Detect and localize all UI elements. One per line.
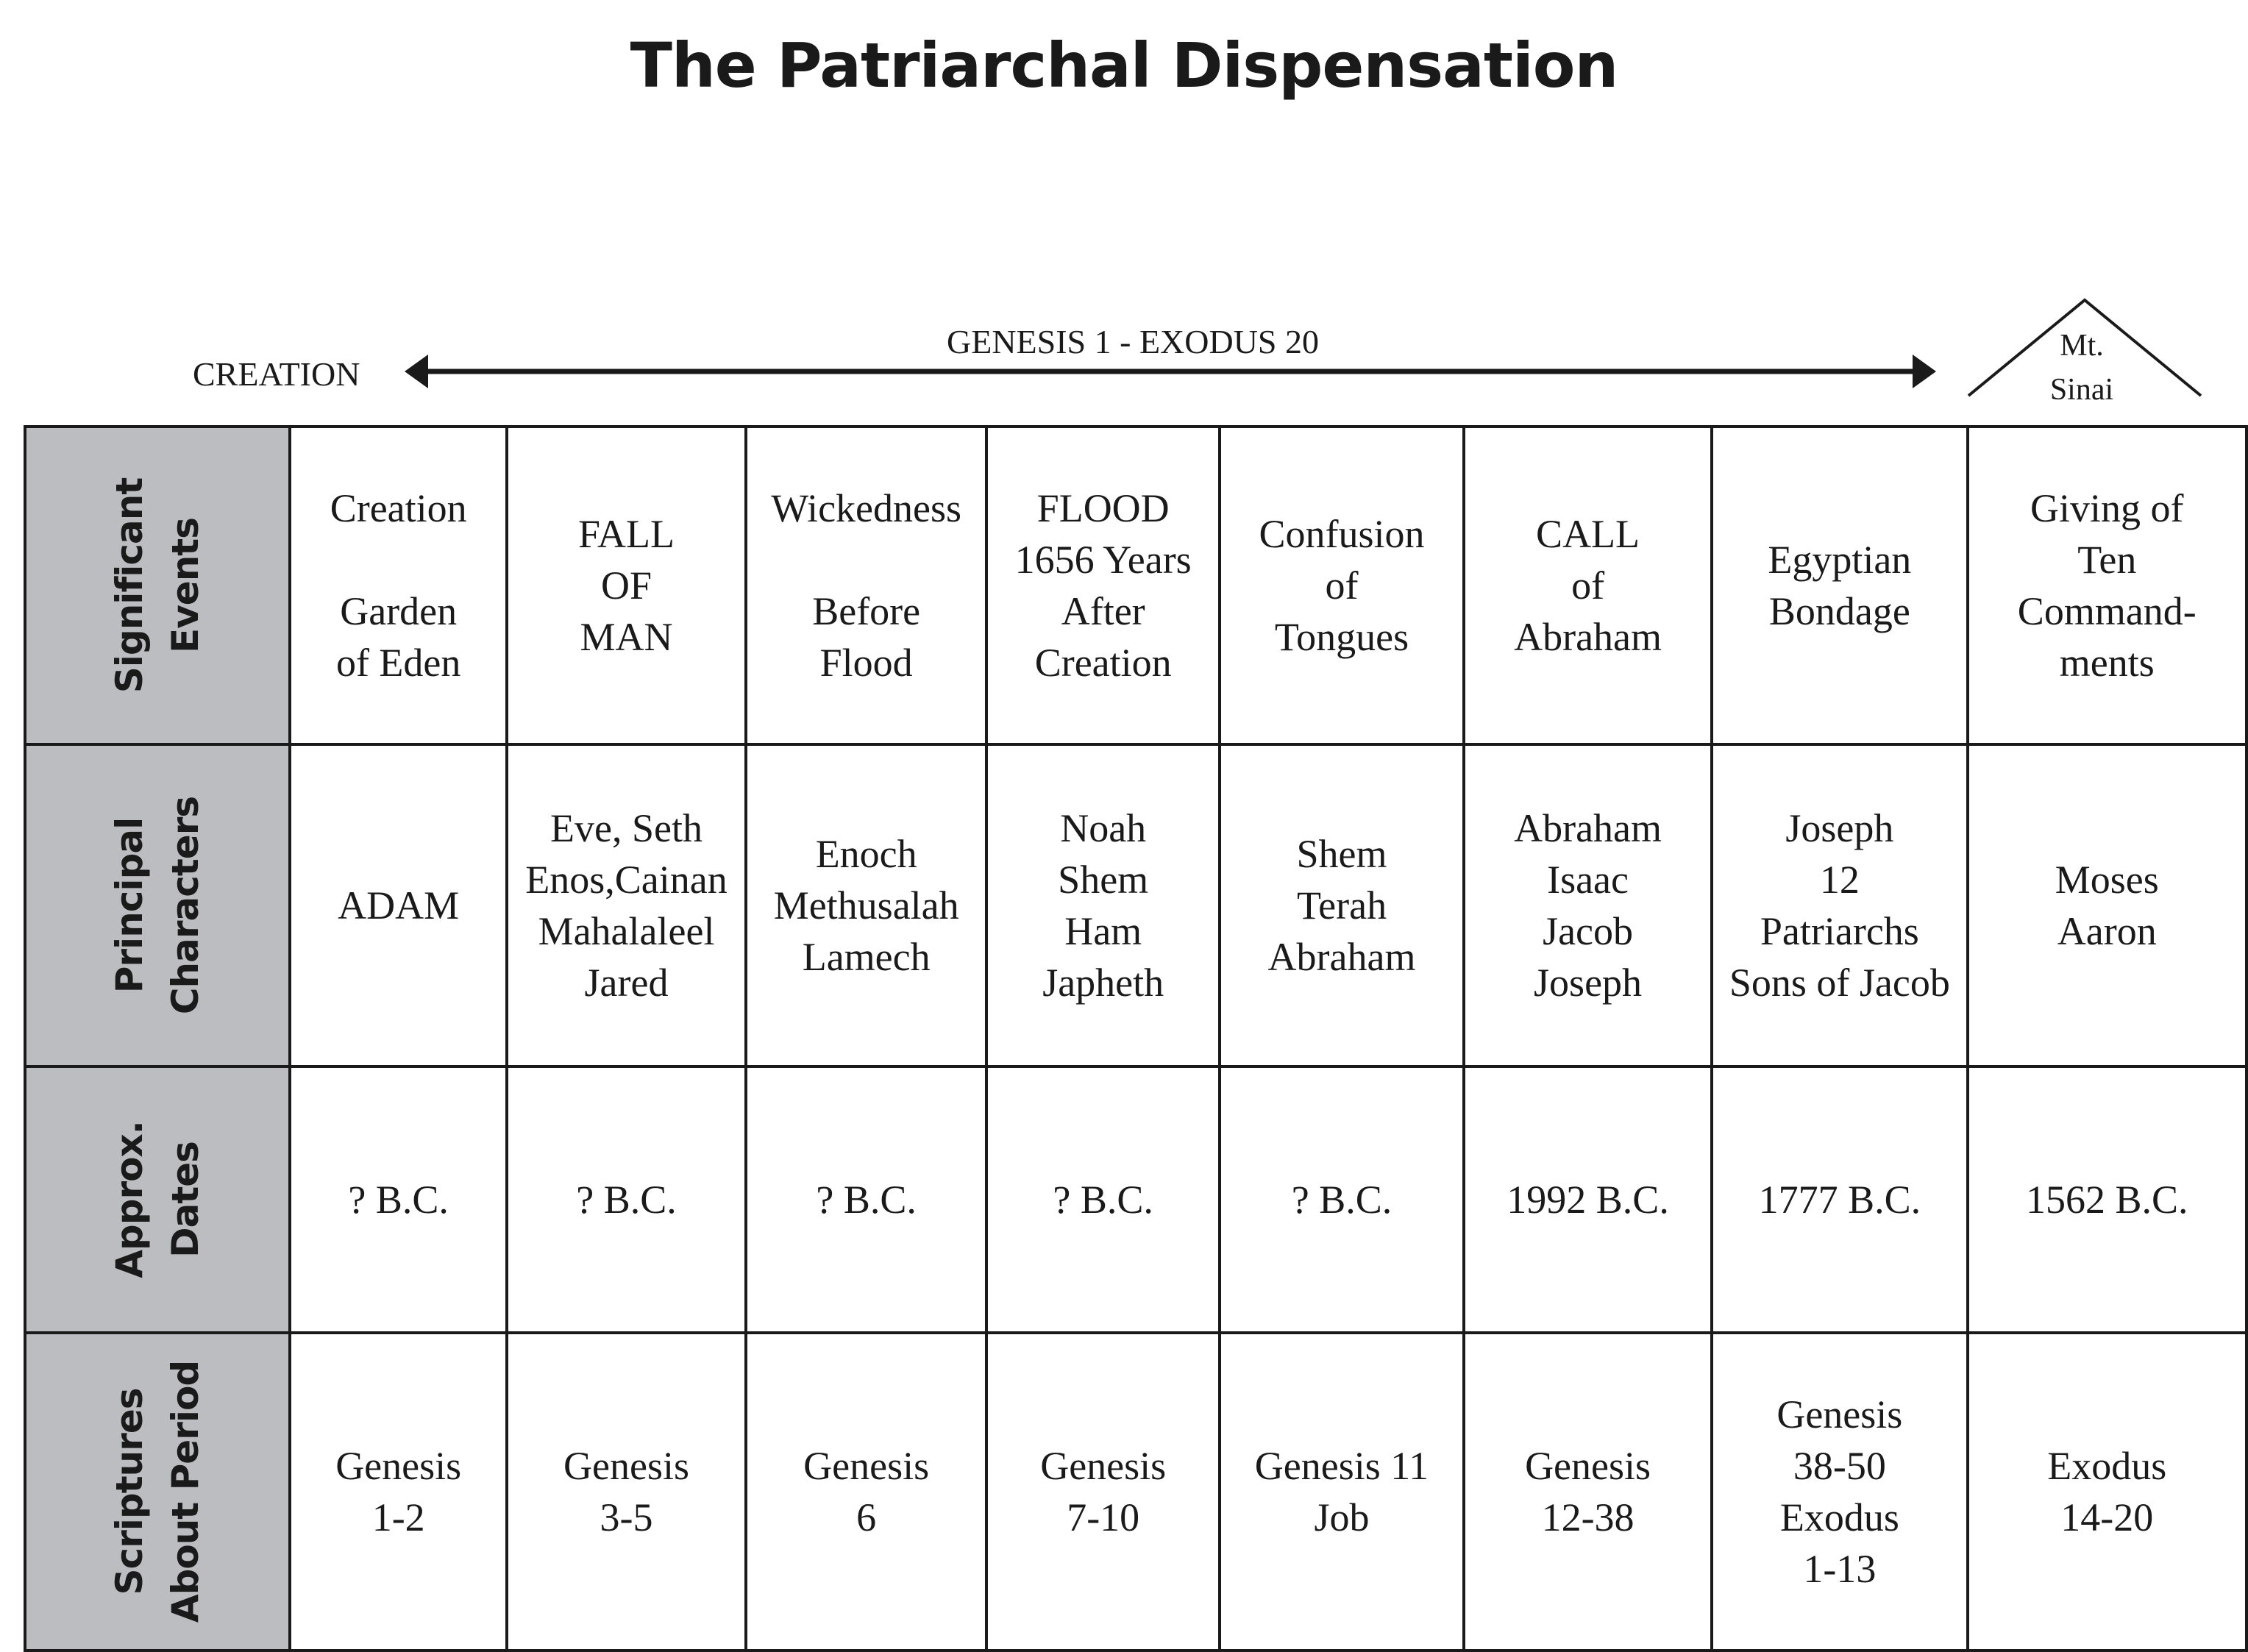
cell-text: Abraham	[1267, 935, 1416, 979]
row-header-scriptures	[25, 1333, 290, 1651]
cell-text: Before	[812, 589, 921, 633]
cell-text: 14-20	[2060, 1495, 2154, 1539]
cell-text: OF	[601, 563, 652, 608]
cell-text: 1-13	[1803, 1547, 1877, 1591]
cell-text: Genesis	[803, 1444, 930, 1488]
table-cell	[1464, 744, 1712, 1067]
cell-text: Ten	[2077, 538, 2137, 582]
table-cell	[1968, 1067, 2247, 1333]
row-header-line: Events	[164, 518, 207, 653]
table-cell	[986, 427, 1220, 744]
cell-text: 3-5	[600, 1495, 653, 1539]
table-cell	[507, 427, 746, 744]
cell-text: Genesis	[1040, 1444, 1167, 1488]
cell-text: Japheth	[1042, 961, 1164, 1005]
row-header-significant-events	[25, 427, 290, 744]
cell-text: Tongues	[1274, 615, 1409, 659]
table-cell	[1464, 427, 1712, 744]
cell-text: Jared	[584, 961, 669, 1005]
cell-text: Mahalaleel	[538, 909, 715, 953]
table-cell	[290, 427, 507, 744]
table-cell	[1464, 1067, 1712, 1333]
table-cell	[746, 427, 986, 744]
cell-text: CALL	[1536, 512, 1640, 556]
cell-text: Genesis	[563, 1444, 689, 1488]
arrow-left-head	[405, 355, 428, 388]
cell-text: After	[1061, 589, 1145, 633]
cell-text: Sons of Jacob	[1729, 961, 1950, 1005]
table-cell	[1968, 427, 2247, 744]
row-header-principal-characters	[25, 744, 290, 1067]
cell-text: ? B.C.	[348, 1178, 449, 1222]
cell-text: Isaac	[1547, 858, 1629, 902]
cell-text: Enos,Cainan	[525, 858, 728, 902]
table-cell	[1464, 1333, 1712, 1651]
table-cell	[507, 744, 746, 1067]
table-cell	[290, 1067, 507, 1333]
cell-text: Lamech	[802, 935, 931, 979]
cell-text: Creation	[330, 486, 467, 530]
cell-text: Flood	[819, 641, 913, 685]
cell-text: of	[1325, 563, 1359, 608]
timeline-arrow	[405, 355, 1936, 388]
cell-text: Joseph	[1785, 806, 1894, 850]
row-header-line: Dates	[164, 1142, 207, 1258]
cell-text: Terah	[1296, 883, 1387, 928]
cell-text: Egyptian	[1768, 538, 1912, 582]
table-row-scriptures	[25, 1333, 2247, 1651]
cell-text: Genesis	[1776, 1392, 1903, 1436]
cell-text: 1777 B.C.	[1758, 1178, 1921, 1222]
table-cell	[746, 1067, 986, 1333]
cell-text: Bondage	[1768, 589, 1910, 633]
row-header-line: Scriptures	[108, 1388, 152, 1595]
timeline-start-label: CREATION	[193, 355, 360, 393]
cell-text: ments	[2059, 641, 2155, 685]
cell-text: Creation	[1034, 641, 1172, 685]
table-cell	[1712, 1067, 1968, 1333]
cell-text: 6	[856, 1495, 877, 1539]
cell-text: FALL	[578, 512, 675, 556]
cell-text: ? B.C.	[1291, 1178, 1392, 1222]
table-cell	[290, 1333, 507, 1651]
row-header-approx-dates	[25, 1067, 290, 1333]
table-row-principal-characters	[25, 744, 2247, 1067]
row-header-line: Approx.	[108, 1121, 152, 1278]
cell-text: ? B.C.	[1053, 1178, 1153, 1222]
cell-text: Patriarchs	[1760, 909, 1919, 953]
table-cell	[507, 1333, 746, 1651]
cell-text: of Eden	[335, 641, 461, 685]
cell-text: 38-50	[1793, 1444, 1886, 1488]
cell-text: Abraham	[1514, 806, 1662, 850]
cell-text: of	[1571, 563, 1605, 608]
cell-text: 12-38	[1541, 1495, 1635, 1539]
cell-text: ? B.C.	[816, 1178, 917, 1222]
table-cell	[986, 1333, 1220, 1651]
cell-text: 1656 Years	[1014, 538, 1192, 582]
cell-text: Moses	[2055, 858, 2159, 902]
cell-text: 12	[1819, 858, 1860, 902]
cell-text: Exodus	[1779, 1495, 1899, 1539]
cell-text: Genesis	[1525, 1444, 1651, 1488]
cell-text: 1-2	[371, 1495, 425, 1539]
table-cell	[746, 1333, 986, 1651]
table-cell	[1220, 744, 1464, 1067]
table-cell	[1712, 427, 1968, 744]
cell-text: Wickedness	[771, 486, 962, 530]
cell-text: Confusion	[1259, 512, 1425, 556]
cell-text: FLOOD	[1036, 486, 1170, 530]
table-cell	[1968, 1333, 2247, 1651]
table-cell	[507, 1067, 746, 1333]
timeline-span-label: GENESIS 1 - EXODUS 20	[947, 323, 1319, 360]
row-header-line: Principal	[108, 817, 152, 994]
table-cell	[986, 744, 1220, 1067]
table-cell	[746, 744, 986, 1067]
table-cell	[986, 1067, 1220, 1333]
dispensation-table	[24, 425, 2248, 1652]
cell-text: Aaron	[2057, 909, 2157, 953]
row-header-line: Characters	[164, 796, 207, 1015]
table-row-significant-events	[25, 427, 2247, 744]
row-header-line: Significant	[108, 477, 152, 694]
cell-text: Enoch	[815, 832, 917, 876]
cell-text: Garden	[340, 589, 458, 633]
cell-text: Command-	[2017, 589, 2197, 633]
cell-text: ? B.C.	[576, 1178, 677, 1222]
table-cell	[1712, 744, 1968, 1067]
cell-text: Methusalah	[773, 883, 959, 928]
cell-text: Shem	[1296, 832, 1387, 876]
cell-text: Ham	[1064, 909, 1142, 953]
cell-text: 1992 B.C.	[1507, 1178, 1669, 1222]
cell-text: Abraham	[1514, 615, 1662, 659]
mount-sinai-label: Mt. Sinai	[2049, 329, 2114, 407]
arrow-right-head	[1913, 355, 1936, 388]
table-cell	[1712, 1333, 1968, 1651]
cell-text: Genesis	[335, 1444, 462, 1488]
cell-text: MAN	[580, 615, 673, 659]
table-cell	[1220, 1067, 1464, 1333]
cell-text: Exodus	[2047, 1444, 2167, 1488]
cell-text: Eve, Seth	[550, 806, 702, 850]
cell-text: 1562 B.C.	[2026, 1178, 2188, 1222]
cell-text: Shem	[1058, 858, 1149, 902]
cell-text: Joseph	[1534, 961, 1643, 1005]
cell-text: 7-10	[1067, 1495, 1140, 1539]
cell-text: Genesis 11	[1254, 1444, 1429, 1488]
cell-text: Job	[1314, 1495, 1370, 1539]
page-title: The Patriarchal Dispensation	[630, 29, 1618, 102]
cell-text: Noah	[1060, 806, 1147, 850]
table-cell	[290, 744, 507, 1067]
table-cell	[1220, 1333, 1464, 1651]
cell-text: ADAM	[338, 883, 460, 928]
row-header-line: About Period	[164, 1360, 207, 1623]
table-cell	[1220, 427, 1464, 744]
table-row-approx-dates	[25, 1067, 2247, 1333]
cell-text: Jacob	[1543, 909, 1634, 953]
table-cell	[1968, 744, 2247, 1067]
cell-text: Giving of	[2030, 486, 2184, 530]
